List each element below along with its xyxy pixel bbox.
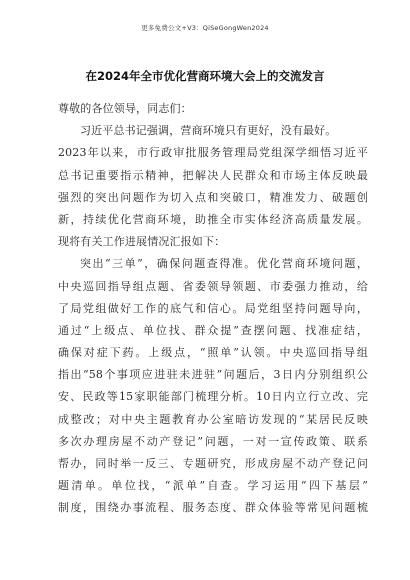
body-text-line: 安、民政等15家职能部门梳理分析。10日内立行立改、完	[58, 390, 368, 404]
body-text-line: 通过“上级点、单位找、群众提”查摆问题、找准症结，	[58, 323, 368, 337]
body-text-line: 确保对症下药。上级点，“照单”认领。中央巡回指导组	[58, 346, 368, 360]
body-text-line: 总书记重要指示精神，把解决人民群众和市场主体反映最	[58, 168, 368, 182]
body-text-line: 题清单。单位找，“派单”自查。学习运用“四下基层”	[58, 479, 368, 493]
body-text-line: 突出“三单”，确保问题查得准。优化营商环境问题，	[80, 257, 368, 271]
body-text-line: 成整改；对中央主题教育办公室暗访发现的“某居民反映	[58, 412, 368, 426]
body-text-line: 习近平总书记强调，营商环境只有更好，没有最好。	[80, 124, 337, 138]
body-text-line: 尊敬的各位领导，同志们：	[58, 102, 192, 115]
body-text-line: 强烈的突出问题作为切入点和突破口，精准发力、破题创	[58, 190, 368, 204]
body-text-line: 中央巡回指导组点题、省委领导领题、市委强力推动，给	[58, 279, 368, 293]
body-text-line: 制度，围绕办事流程、服务态度、群众体验等常见问题梳	[58, 501, 368, 515]
body-text-line: 指出“58个事项应进驻未进驻”问题后，3日内分别组织公	[58, 368, 368, 382]
body-text-line: 了局党组做好工作的底气和信心。局党组坚持问题导向，	[58, 301, 368, 315]
body-text-line: 现将有关工作进展情况汇报如下：	[58, 235, 226, 249]
document-title: 在2024年全市优化营商环境大会上的交流发言	[85, 69, 325, 83]
body-text-line: 多次办理房屋不动产登记”问题，一对一宣传政策、联系	[58, 434, 368, 448]
body-text-line: 帮办，同时举一反三、专题研究，形成房屋不动产登记问	[58, 457, 368, 470]
body-text-line: 2023年以来，市行政审批服务管理局党组深学细悟习近平	[58, 146, 368, 160]
header-note: 更多免费公文+V3：QiSeGongWen2024	[141, 24, 269, 32]
document-body	[58, 98, 368, 520]
body-text-line: 新，持续优化营商环境，助推全市实体经济高质量发展。	[58, 212, 368, 226]
